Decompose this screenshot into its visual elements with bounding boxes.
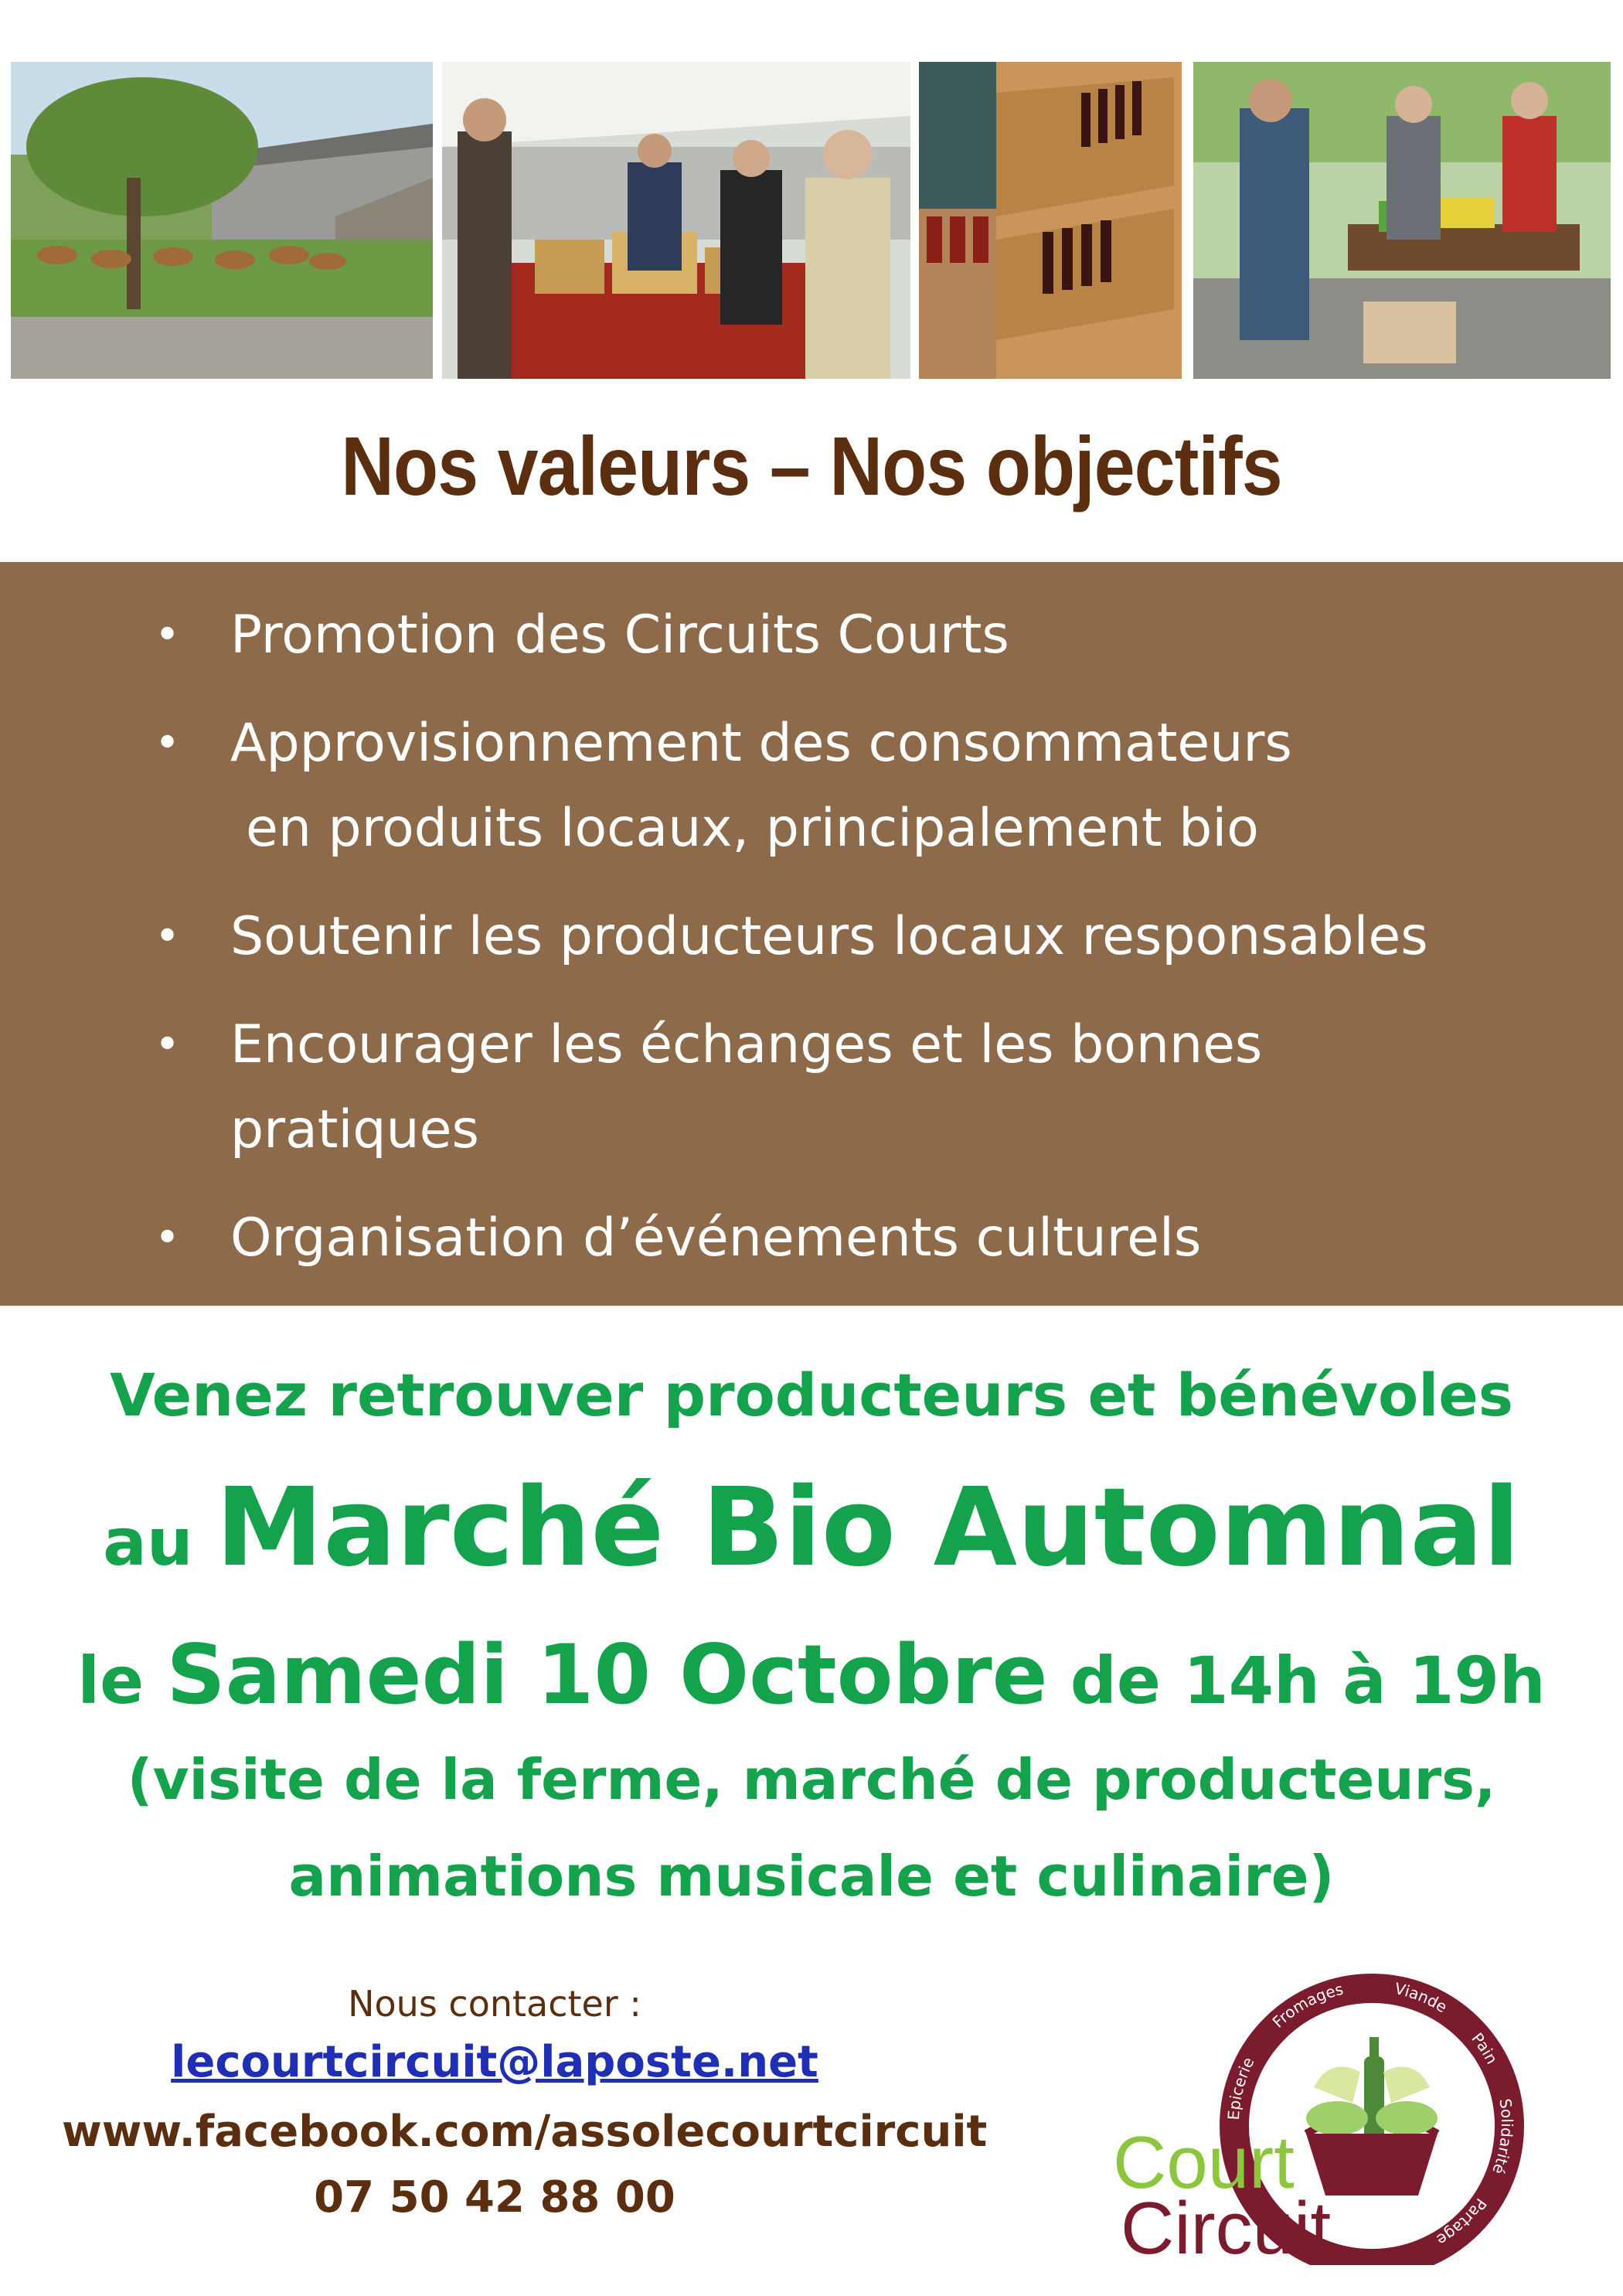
event-details-line2: animations musicale et culinaire) [288,1844,1335,1909]
value-text: Soutenir les producteurs locaux responsables [230,906,1428,967]
logo-word-circuit: Circuit [1121,2187,1332,2265]
event-date-line [0,1627,1623,1722]
court-circuit-logo [1097,1940,1561,2265]
list-item [155,701,1608,871]
contact-label: Nous contacter : [348,1983,641,2025]
logo-ring-text: Viande [1393,1979,1451,2017]
value-text: en produits locaux, principalement bio [246,798,1259,859]
event-details-line1: (visite de la ferme, marché de producteurs, [127,1747,1496,1812]
event-hours: de 14h à 19h [1070,1643,1546,1719]
event-date: Samedi 10 Octobre [166,1627,1048,1722]
event-invite: Venez retrouver producteurs et bénévoles [109,1361,1514,1429]
event-prefix: au [103,1504,193,1580]
list-item [155,894,1608,979]
market-stall-photo [442,62,910,379]
value-text: Promotion des Circuits Courts [230,605,1009,666]
contact-facebook: www.facebook.com/assolecourtcircuit [62,2107,988,2157]
logo-ring-text: Pain [1468,2029,1502,2067]
list-item [155,1003,1608,1173]
value-text: pratiques [230,1099,479,1160]
logo-ring-text: Epicerie [1223,2054,1258,2121]
value-text: • Encourager les échanges et les bonnes [230,1014,1263,1075]
vegetable-market-photo [1193,62,1611,379]
event-name: Marché Bio Automnal [215,1465,1520,1591]
photo-strip [11,62,1603,379]
logo-ring-text: Solidarité [1489,2097,1517,2177]
list-item [155,1196,1608,1281]
logo-ring-text: Partage [1433,2195,1491,2250]
logo-ring-text: Fromages [1268,1979,1346,2032]
contact-phone: 07 50 42 88 00 [314,2172,675,2223]
farm-cows-photo [11,62,433,379]
basket-icon [1306,2037,1438,2196]
list-item [155,593,1608,678]
value-text: Organisation d’événements culturels [230,1208,1202,1269]
event-date-prefix: le [77,1643,145,1719]
event-name-line [0,1465,1623,1591]
value-text: • Approvisionnement des consommateurs [230,713,1292,774]
logo-word-court: Court [1113,2121,1295,2204]
page-title: Nos valeurs – Nos objectifs [341,419,1282,513]
contact-email-link[interactable]: lecourtcircuit@laposte.net [171,2037,818,2087]
values-list [155,593,1608,1304]
values-band [0,562,1623,1306]
wine-crates-photo [919,62,1182,379]
